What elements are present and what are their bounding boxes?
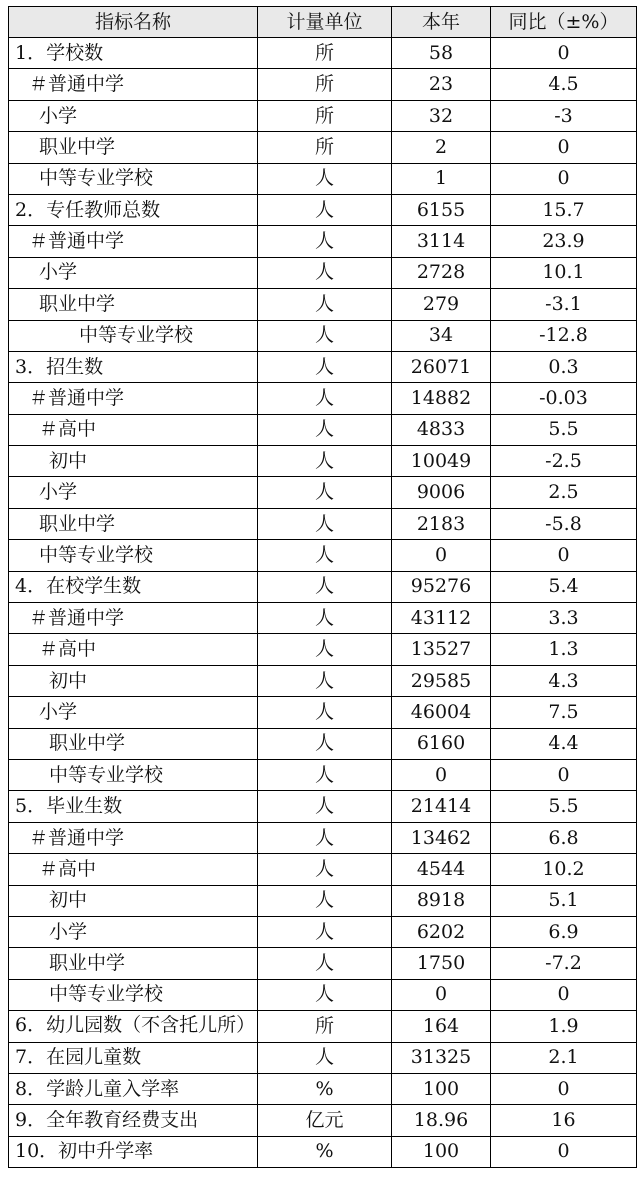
- table-row: [9, 759, 637, 790]
- unit-cell: 亿元: [258, 1105, 392, 1136]
- current-year-value-cell: 58: [392, 38, 491, 69]
- table-header-row: [9, 7, 637, 38]
- table-row: [9, 477, 637, 508]
- unit-cell: 人: [258, 446, 392, 477]
- yoy-change-cell: 5.4: [491, 571, 637, 602]
- current-year-value-cell: 29585: [392, 665, 491, 696]
- indicator-name-cell: 10．初中升学率: [9, 1136, 258, 1167]
- yoy-change-cell: 4.3: [491, 665, 637, 696]
- yoy-change-cell: 3.3: [491, 603, 637, 634]
- header-unit: 计量单位: [258, 7, 392, 38]
- unit-cell: 人: [258, 791, 392, 822]
- indicator-name-cell: 中等专业学校: [9, 759, 258, 790]
- current-year-value-cell: 279: [392, 289, 491, 320]
- indicator-name-cell: 初中: [9, 665, 258, 696]
- table-row: [9, 446, 637, 477]
- yoy-change-cell: 4.5: [491, 69, 637, 100]
- indicator-name-cell: 3．招生数: [9, 351, 258, 382]
- indicator-name-cell: 中等专业学校: [9, 979, 258, 1010]
- indicator-name-cell: 职业中学: [9, 948, 258, 979]
- indicator-name-cell: 5．毕业生数: [9, 791, 258, 822]
- unit-cell: 人: [258, 320, 392, 351]
- unit-cell: 人: [258, 163, 392, 194]
- table-row: [9, 289, 637, 320]
- unit-cell: 人: [258, 477, 392, 508]
- table-row: [9, 822, 637, 853]
- table-row: [9, 634, 637, 665]
- table-row: [9, 1042, 637, 1073]
- indicator-name-cell: ＃普通中学: [9, 822, 258, 853]
- current-year-value-cell: 1750: [392, 948, 491, 979]
- current-year-value-cell: 43112: [392, 603, 491, 634]
- yoy-change-cell: 0: [491, 540, 637, 571]
- table-row: [9, 571, 637, 602]
- yoy-change-cell: 23.9: [491, 226, 637, 257]
- indicator-name-cell: 初中: [9, 446, 258, 477]
- unit-cell: 人: [258, 948, 392, 979]
- table-row: [9, 194, 637, 225]
- yoy-change-cell: 6.9: [491, 916, 637, 947]
- unit-cell: 人: [258, 916, 392, 947]
- current-year-value-cell: 10049: [392, 446, 491, 477]
- table-row: [9, 916, 637, 947]
- table-row: [9, 163, 637, 194]
- table-row: [9, 1011, 637, 1042]
- table-row: [9, 508, 637, 539]
- unit-cell: %: [258, 1073, 392, 1104]
- indicator-name-cell: ＃普通中学: [9, 603, 258, 634]
- unit-cell: 人: [258, 822, 392, 853]
- current-year-value-cell: 31325: [392, 1042, 491, 1073]
- unit-cell: 人: [258, 665, 392, 696]
- indicator-name-cell: 7．在园儿童数: [9, 1042, 258, 1073]
- current-year-value-cell: 164: [392, 1011, 491, 1042]
- indicator-name-cell: ＃普通中学: [9, 226, 258, 257]
- current-year-value-cell: 46004: [392, 697, 491, 728]
- unit-cell: 人: [258, 728, 392, 759]
- table-row: [9, 351, 637, 382]
- indicator-name-cell: 职业中学: [9, 289, 258, 320]
- table-row: [9, 1105, 637, 1136]
- current-year-value-cell: 95276: [392, 571, 491, 602]
- current-year-value-cell: 100: [392, 1073, 491, 1104]
- current-year-value-cell: 4833: [392, 414, 491, 445]
- unit-cell: 人: [258, 351, 392, 382]
- yoy-change-cell: 0: [491, 163, 637, 194]
- current-year-value-cell: 34: [392, 320, 491, 351]
- current-year-value-cell: 23: [392, 69, 491, 100]
- table-row: [9, 132, 637, 163]
- current-year-value-cell: 13527: [392, 634, 491, 665]
- unit-cell: 人: [258, 540, 392, 571]
- indicator-name-cell: ＃普通中学: [9, 69, 258, 100]
- table-row: [9, 665, 637, 696]
- unit-cell: 人: [258, 603, 392, 634]
- indicator-name-cell: 中等专业学校: [9, 540, 258, 571]
- unit-cell: %: [258, 1136, 392, 1167]
- yoy-change-cell: 1.3: [491, 634, 637, 665]
- current-year-value-cell: 9006: [392, 477, 491, 508]
- yoy-change-cell: 10.1: [491, 257, 637, 288]
- yoy-change-cell: 2.1: [491, 1042, 637, 1073]
- current-year-value-cell: 14882: [392, 383, 491, 414]
- yoy-change-cell: 16: [491, 1105, 637, 1136]
- current-year-value-cell: 3114: [392, 226, 491, 257]
- current-year-value-cell: 1: [392, 163, 491, 194]
- indicator-name-cell: ＃高中: [9, 414, 258, 445]
- unit-cell: 所: [258, 132, 392, 163]
- indicator-name-cell: 1．学校数: [9, 38, 258, 69]
- yoy-change-cell: 6.8: [491, 822, 637, 853]
- table-row: [9, 885, 637, 916]
- unit-cell: 人: [258, 634, 392, 665]
- table-row: [9, 1136, 637, 1167]
- indicator-name-cell: 9．全年教育经费支出: [9, 1105, 258, 1136]
- current-year-value-cell: 21414: [392, 791, 491, 822]
- indicator-name-cell: ＃普通中学: [9, 383, 258, 414]
- table-row: [9, 948, 637, 979]
- table-row: [9, 100, 637, 131]
- yoy-change-cell: -7.2: [491, 948, 637, 979]
- indicator-name-cell: 6．幼儿园数（不含托儿所）: [9, 1011, 258, 1042]
- indicator-name-cell: 职业中学: [9, 728, 258, 759]
- indicator-name-cell: 中等专业学校: [9, 320, 258, 351]
- table-row: [9, 226, 637, 257]
- current-year-value-cell: 2183: [392, 508, 491, 539]
- indicator-name-cell: 小学: [9, 697, 258, 728]
- unit-cell: 人: [258, 257, 392, 288]
- unit-cell: 人: [258, 194, 392, 225]
- yoy-change-cell: 4.4: [491, 728, 637, 759]
- yoy-change-cell: -3: [491, 100, 637, 131]
- yoy-change-cell: -2.5: [491, 446, 637, 477]
- unit-cell: 人: [258, 759, 392, 790]
- unit-cell: 所: [258, 69, 392, 100]
- table-row: [9, 697, 637, 728]
- current-year-value-cell: 18.96: [392, 1105, 491, 1136]
- unit-cell: 人: [258, 979, 392, 1010]
- unit-cell: 所: [258, 38, 392, 69]
- yoy-change-cell: 0: [491, 1136, 637, 1167]
- table-row: [9, 320, 637, 351]
- current-year-value-cell: 2: [392, 132, 491, 163]
- table-row: [9, 1073, 637, 1104]
- header-yoy-change: 同比（±%）: [491, 7, 637, 38]
- table-row: [9, 414, 637, 445]
- table-row: [9, 854, 637, 885]
- table-row: [9, 603, 637, 634]
- indicator-name-cell: 小学: [9, 477, 258, 508]
- yoy-change-cell: 0: [491, 759, 637, 790]
- yoy-change-cell: 5.5: [491, 414, 637, 445]
- yoy-change-cell: 0: [491, 979, 637, 1010]
- current-year-value-cell: 26071: [392, 351, 491, 382]
- unit-cell: 人: [258, 697, 392, 728]
- indicator-name-cell: 8．学龄儿童入学率: [9, 1073, 258, 1104]
- yoy-change-cell: 5.1: [491, 885, 637, 916]
- unit-cell: 人: [258, 414, 392, 445]
- current-year-value-cell: 2728: [392, 257, 491, 288]
- yoy-change-cell: -5.8: [491, 508, 637, 539]
- current-year-value-cell: 13462: [392, 822, 491, 853]
- table-row: [9, 257, 637, 288]
- indicator-name-cell: 职业中学: [9, 132, 258, 163]
- yoy-change-cell: 5.5: [491, 791, 637, 822]
- table-body: [9, 38, 637, 1168]
- current-year-value-cell: 0: [392, 759, 491, 790]
- table-row: [9, 791, 637, 822]
- education-statistics-table: [8, 6, 637, 1168]
- current-year-value-cell: 8918: [392, 885, 491, 916]
- unit-cell: 人: [258, 885, 392, 916]
- current-year-value-cell: 100: [392, 1136, 491, 1167]
- yoy-change-cell: -3.1: [491, 289, 637, 320]
- yoy-change-cell: 15.7: [491, 194, 637, 225]
- current-year-value-cell: 32: [392, 100, 491, 131]
- current-year-value-cell: 0: [392, 540, 491, 571]
- indicator-name-cell: 中等专业学校: [9, 163, 258, 194]
- table-row: [9, 69, 637, 100]
- header-indicator-name: 指标名称: [9, 7, 258, 38]
- table-row: [9, 540, 637, 571]
- yoy-change-cell: 1.9: [491, 1011, 637, 1042]
- current-year-value-cell: 4544: [392, 854, 491, 885]
- unit-cell: 所: [258, 100, 392, 131]
- unit-cell: 人: [258, 289, 392, 320]
- indicator-name-cell: 小学: [9, 257, 258, 288]
- indicator-name-cell: 小学: [9, 100, 258, 131]
- table-row: [9, 383, 637, 414]
- yoy-change-cell: 7.5: [491, 697, 637, 728]
- indicator-name-cell: 小学: [9, 916, 258, 947]
- indicator-name-cell: 职业中学: [9, 508, 258, 539]
- yoy-change-cell: 0: [491, 38, 637, 69]
- yoy-change-cell: 0.3: [491, 351, 637, 382]
- header-current-year: 本年: [392, 7, 491, 38]
- current-year-value-cell: 6160: [392, 728, 491, 759]
- unit-cell: 人: [258, 383, 392, 414]
- indicator-name-cell: 2．专任教师总数: [9, 194, 258, 225]
- indicator-name-cell: ＃高中: [9, 854, 258, 885]
- unit-cell: 人: [258, 1042, 392, 1073]
- table-row: [9, 979, 637, 1010]
- unit-cell: 人: [258, 854, 392, 885]
- yoy-change-cell: 0: [491, 132, 637, 163]
- current-year-value-cell: 0: [392, 979, 491, 1010]
- yoy-change-cell: 10.2: [491, 854, 637, 885]
- table-row: [9, 38, 637, 69]
- unit-cell: 人: [258, 571, 392, 602]
- indicator-name-cell: 初中: [9, 885, 258, 916]
- indicator-name-cell: ＃高中: [9, 634, 258, 665]
- indicator-name-cell: 4．在校学生数: [9, 571, 258, 602]
- yoy-change-cell: 0: [491, 1073, 637, 1104]
- unit-cell: 人: [258, 226, 392, 257]
- current-year-value-cell: 6155: [392, 194, 491, 225]
- current-year-value-cell: 6202: [392, 916, 491, 947]
- unit-cell: 所: [258, 1011, 392, 1042]
- yoy-change-cell: -0.03: [491, 383, 637, 414]
- unit-cell: 人: [258, 508, 392, 539]
- table-row: [9, 728, 637, 759]
- yoy-change-cell: 2.5: [491, 477, 637, 508]
- yoy-change-cell: -12.8: [491, 320, 637, 351]
